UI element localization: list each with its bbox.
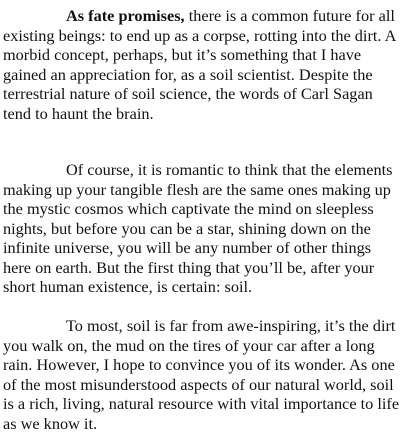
paragraph-1-text: there is a common future for all existing beings: to end up as a corpse, rotting into the dirt. A morbid concept, perhaps, but it’s something that I have gained an appreciation for, as a soil scientist. Despite the terrestrial nature of soil science, the words of Carl Sagan tend to haunt the brain. (3, 6, 396, 123)
paragraph-1 (3, 6, 403, 123)
paragraph-3-text: To most, soil is far from awe-inspiring, it’s the dirt you walk on, the mud on the tires of your car after a long rain. However, I hope to convince you of its wonder. As one of the most misunderstood aspects of our natural world, soil is a rich, living, natural resource with vital importance to life as we know it. (3, 316, 400, 433)
paragraph-2 (3, 160, 403, 297)
paragraph-3 (3, 316, 403, 433)
paragraph-1-lead: As fate promises, (66, 6, 185, 25)
paragraph-2-text: Of course, it is romantic to think that the elements making up your tangible flesh are the same ones making up the mystic cosmos which captivate the mind on sleepless nights, but before you can be a star, shining down on the infinite universe, you will be any number of other things here on earth. But the first thing that you’ll be, after your short human existence, is certain: soil. (3, 160, 393, 296)
